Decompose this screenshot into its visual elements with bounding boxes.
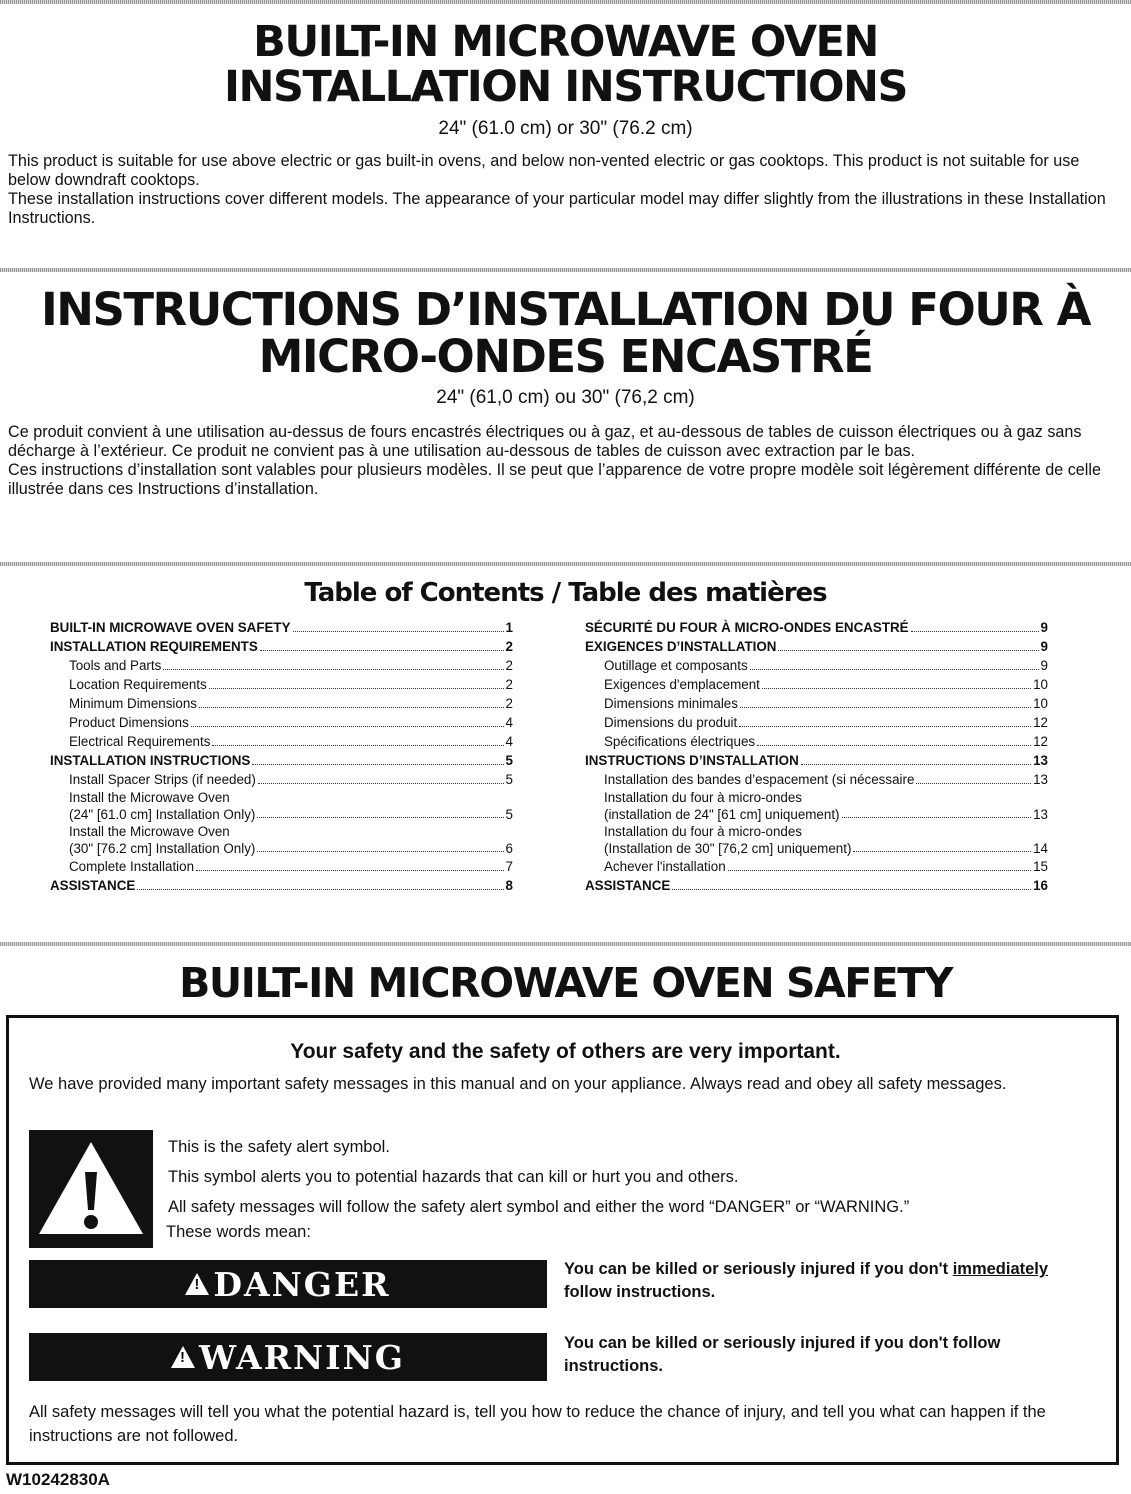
toc-entry-title: ASSISTANCE	[585, 878, 671, 893]
toc-entry-title: Product Dimensions	[69, 715, 189, 730]
toc-entry-title: INSTALLATION INSTRUCTIONS	[50, 753, 251, 768]
section-rule	[0, 942, 1131, 946]
toc-leader-dots	[257, 851, 503, 852]
toc-entry-title: Complete Installation	[69, 859, 195, 874]
toc-leader-dots	[911, 631, 1039, 632]
toc-entry-title: Installation des bandes d’espacement (si nécessaire	[604, 772, 915, 787]
toc-leader-dots	[801, 764, 1031, 765]
safety-alert-icon	[29, 1130, 153, 1248]
toc-entry-title: Tools and Parts	[69, 658, 162, 673]
toc-entry[interactable]	[585, 857, 1048, 876]
danger-text-c: follow instructions.	[564, 1283, 716, 1301]
toc-entry[interactable]	[50, 806, 513, 823]
toc-leader-dots	[257, 817, 503, 818]
toc-entry-page: 10	[1033, 677, 1048, 692]
toc-entry-page: 1	[505, 620, 513, 635]
intro-fr-paragraph-2: Ces instructions d’installation sont valables pour plusieurs modèles. Il se peut que l’apparence de votre propre modèle soit légèrement différente de celle illustrée dans ces Instructions d’installation.	[8, 460, 1101, 498]
toc-leader-dots	[293, 631, 504, 632]
toc-entry-page: 10	[1033, 696, 1048, 711]
size-subtitle: 24" (61.0 cm) or 30" (76.2 cm)	[438, 118, 693, 140]
toc-entry[interactable]	[585, 770, 1048, 789]
toc-entry-page: 4	[505, 734, 513, 749]
toc-entry-line: Install the Microwave Oven	[69, 824, 230, 839]
toc-leader-dots	[762, 688, 1031, 689]
toc-entry-title: Outillage et composants	[604, 658, 748, 673]
toc-leader-dots	[258, 783, 504, 784]
toc-entry[interactable]	[585, 806, 1048, 823]
toc-leader-dots	[728, 870, 1031, 871]
toc-entry[interactable]	[50, 675, 513, 694]
toc-leader-dots	[252, 764, 503, 765]
title-line-2: INSTALLATION INSTRUCTIONS	[223, 62, 908, 113]
toc-entry-page: 9	[1040, 658, 1048, 673]
section-rule	[0, 268, 1131, 272]
part-number: W10242830A	[6, 1470, 110, 1489]
toc-entry-title: Install Spacer Strips (if needed)	[69, 772, 256, 787]
toc-entry[interactable]	[50, 656, 513, 675]
toc-entry[interactable]	[50, 732, 513, 751]
toc-leader-dots	[199, 707, 504, 708]
toc-entry-page: 5	[505, 807, 513, 822]
toc-entry[interactable]	[50, 637, 513, 656]
toc-entry-title: Electrical Requirements	[69, 734, 211, 749]
toc-entry-page: 5	[505, 772, 513, 787]
toc-leader-dots	[750, 669, 1039, 670]
toc-leader-dots	[191, 726, 504, 727]
toc-entry-page: 2	[505, 696, 513, 711]
toc-entry-line: Installation du four à micro-ondes	[604, 824, 802, 839]
toc-entry[interactable]	[585, 694, 1048, 713]
toc-entry-page: 15	[1033, 859, 1048, 874]
toc-leader-dots	[137, 889, 503, 890]
toc-leader-dots	[778, 650, 1038, 651]
toc-entry[interactable]	[50, 840, 513, 857]
toc-entry[interactable]	[50, 857, 513, 876]
alert-triangle-icon	[185, 1273, 209, 1295]
toc-entry-title: (24" [61.0 cm] Installation Only)	[69, 807, 256, 822]
toc-entry-title: Spécifications électriques	[604, 734, 756, 749]
toc-entry-page: 14	[1033, 841, 1048, 856]
toc-entry-page: 13	[1033, 772, 1048, 787]
english-header	[0, 17, 1131, 228]
toc-entry[interactable]	[50, 876, 513, 895]
toc-entry-title: Dimensions minimales	[604, 696, 738, 711]
toc-entry-title: INSTRUCTIONS D’INSTALLATION	[585, 753, 799, 768]
toc-entry[interactable]	[50, 751, 513, 770]
toc-leader-dots	[740, 707, 1031, 708]
toc-entry-title: Exigences d'emplacement	[604, 677, 760, 692]
toc-entry[interactable]	[585, 713, 1048, 732]
toc-leader-dots	[212, 745, 503, 746]
toc-entry-page: 2	[505, 658, 513, 673]
toc-entry-title: (installation de 24" [61 cm] uniquement)	[604, 807, 840, 822]
toc-entry[interactable]	[50, 694, 513, 713]
toc-entry[interactable]	[50, 618, 513, 637]
toc-entry[interactable]	[585, 656, 1048, 675]
toc-entry-page: 2	[505, 639, 513, 654]
toc-entry[interactable]	[50, 770, 513, 789]
alert-triangle-icon	[171, 1346, 195, 1368]
title-fr-line-2: MICRO-ONDES ENCASTRÉ	[258, 330, 873, 384]
toc-entry-title: Dimensions du produit	[604, 715, 738, 730]
toc-leader-dots	[853, 851, 1031, 852]
toc-entry-title: EXIGENCES D’INSTALLATION	[585, 639, 777, 654]
title-line-1: BUILT-IN MICROWAVE OVEN	[253, 17, 878, 67]
warning-text: You can be killed or seriously injured if you don't follow instructions.	[564, 1334, 1001, 1375]
toc-entry-page: 4	[505, 715, 513, 730]
toc-entry-page: 5	[505, 753, 513, 768]
toc-leader-dots	[916, 783, 1031, 784]
safety-intro: We have provided many important safety messages in this manual and on your appliance. Always read and obey all safety messages.	[29, 1075, 1007, 1093]
toc-entry-page: 13	[1033, 807, 1048, 822]
toc-entry-title: SÉCURITÉ DU FOUR À MICRO-ONDES ENCASTRÉ	[585, 620, 909, 635]
toc-entry-page: 12	[1033, 734, 1048, 749]
toc-entry-title: (30" [76.2 cm] Installation Only)	[69, 841, 256, 856]
toc-english-column	[50, 618, 513, 895]
toc-entry[interactable]	[50, 713, 513, 732]
toc-entry-page: 12	[1033, 715, 1048, 730]
toc-entry-title: Minimum Dimensions	[69, 696, 197, 711]
french-header	[0, 283, 1131, 499]
toc-entry-title: Achever l'installation	[604, 859, 726, 874]
toc-entry-line: Install the Microwave Oven	[69, 790, 230, 805]
safety-box-title: Your safety and the safety of others are very important.	[290, 1040, 841, 1063]
danger-text	[564, 1258, 1112, 1304]
toc-entry-title: ASSISTANCE	[50, 878, 136, 893]
danger-label: DANGER	[213, 1264, 391, 1304]
toc-entry[interactable]	[585, 751, 1048, 770]
toc-title: Table of Contents / Table des matières	[304, 578, 827, 608]
toc-entry[interactable]	[585, 732, 1048, 751]
toc-leader-dots	[260, 650, 504, 651]
danger-signal	[29, 1260, 547, 1308]
toc-entry-page: 9	[1040, 639, 1048, 654]
toc-entry-page: 2	[505, 677, 513, 692]
toc-leader-dots	[672, 889, 1031, 890]
top-rule	[0, 0, 1131, 4]
toc-entry-line: Installation du four à micro-ondes	[604, 790, 802, 805]
toc-leader-dots	[739, 726, 1031, 727]
toc-entry-title: Location Requirements	[69, 677, 207, 692]
toc-entry-page: 13	[1033, 753, 1048, 768]
title-fr-line-1: INSTRUCTIONS D’INSTALLATION DU FOUR À	[41, 283, 1090, 336]
toc-entry-title: (Installation de 30" [76,2 cm] uniquement)	[604, 841, 852, 856]
toc-entry-title: BUILT-IN MICROWAVE OVEN SAFETY	[50, 620, 291, 635]
intro-paragraph-1: This product is suitable for use above electric or gas built-in ovens, and below non-vented electric or gas cooktops. This product is not suitable for use below downdraft cooktops.	[8, 152, 1080, 190]
toc-leader-dots	[842, 817, 1032, 818]
toc-entry[interactable]	[585, 618, 1048, 637]
symbol-line-4: These words mean:	[166, 1223, 311, 1241]
toc-leader-dots	[196, 870, 504, 871]
toc-entry[interactable]	[585, 637, 1048, 656]
danger-text-a: You can be killed or seriously injured if you don't	[564, 1260, 953, 1278]
size-subtitle-fr: 24" (61,0 cm) ou 30" (76,2 cm)	[436, 386, 695, 408]
toc-entry-page: 16	[1033, 878, 1048, 893]
toc-entry[interactable]	[585, 876, 1048, 895]
toc-leader-dots	[163, 669, 503, 670]
section-rule	[0, 562, 1131, 566]
toc-french-column	[585, 618, 1048, 895]
toc-entry-page: 6	[505, 841, 513, 856]
danger-text-emphasis: immediately	[952, 1260, 1049, 1278]
symbol-line-2: This symbol alerts you to potential hazards that can kill or hurt you and others.	[168, 1168, 739, 1186]
symbol-line-3: All safety messages will follow the safety alert symbol and either the word “DANGER” or “WARNING.”	[168, 1198, 910, 1216]
symbol-line-1: This is the safety alert symbol.	[168, 1138, 390, 1156]
toc-entry-page: 9	[1040, 620, 1048, 635]
toc-leader-dots	[209, 688, 504, 689]
safety-heading: BUILT-IN MICROWAVE OVEN SAFETY	[179, 959, 952, 1007]
toc-entry-page: 8	[505, 878, 513, 893]
toc-leader-dots	[757, 745, 1031, 746]
intro-paragraph-2: These installation instructions cover different models. The appearance of your particular model may differ slightly from the illustrations in these Installation Instructions.	[8, 190, 1106, 228]
intro-fr-paragraph-1: Ce produit convient à une utilisation au-dessus de fours encastrés électriques ou à gaz, et au-dessous de tables de cuisson électriques ou à gaz sans décharge à l’extérieur. Ce produit ne convient pas à une utilisation au-dessous de tables de cuisson avec extraction par le bas.	[8, 422, 1082, 460]
safety-footer: All safety messages will tell you what the potential hazard is, tell you how to reduce the chance of injury, and tell you what can happen if the instructions are not followed.	[29, 1403, 1046, 1445]
warning-signal	[29, 1333, 547, 1381]
toc-entry-title: INSTALLATION REQUIREMENTS	[50, 639, 258, 654]
toc-entry[interactable]	[585, 840, 1048, 857]
toc-entry-page: 7	[505, 859, 513, 874]
toc-entry[interactable]	[585, 675, 1048, 694]
warning-label: WARNING	[199, 1337, 405, 1377]
